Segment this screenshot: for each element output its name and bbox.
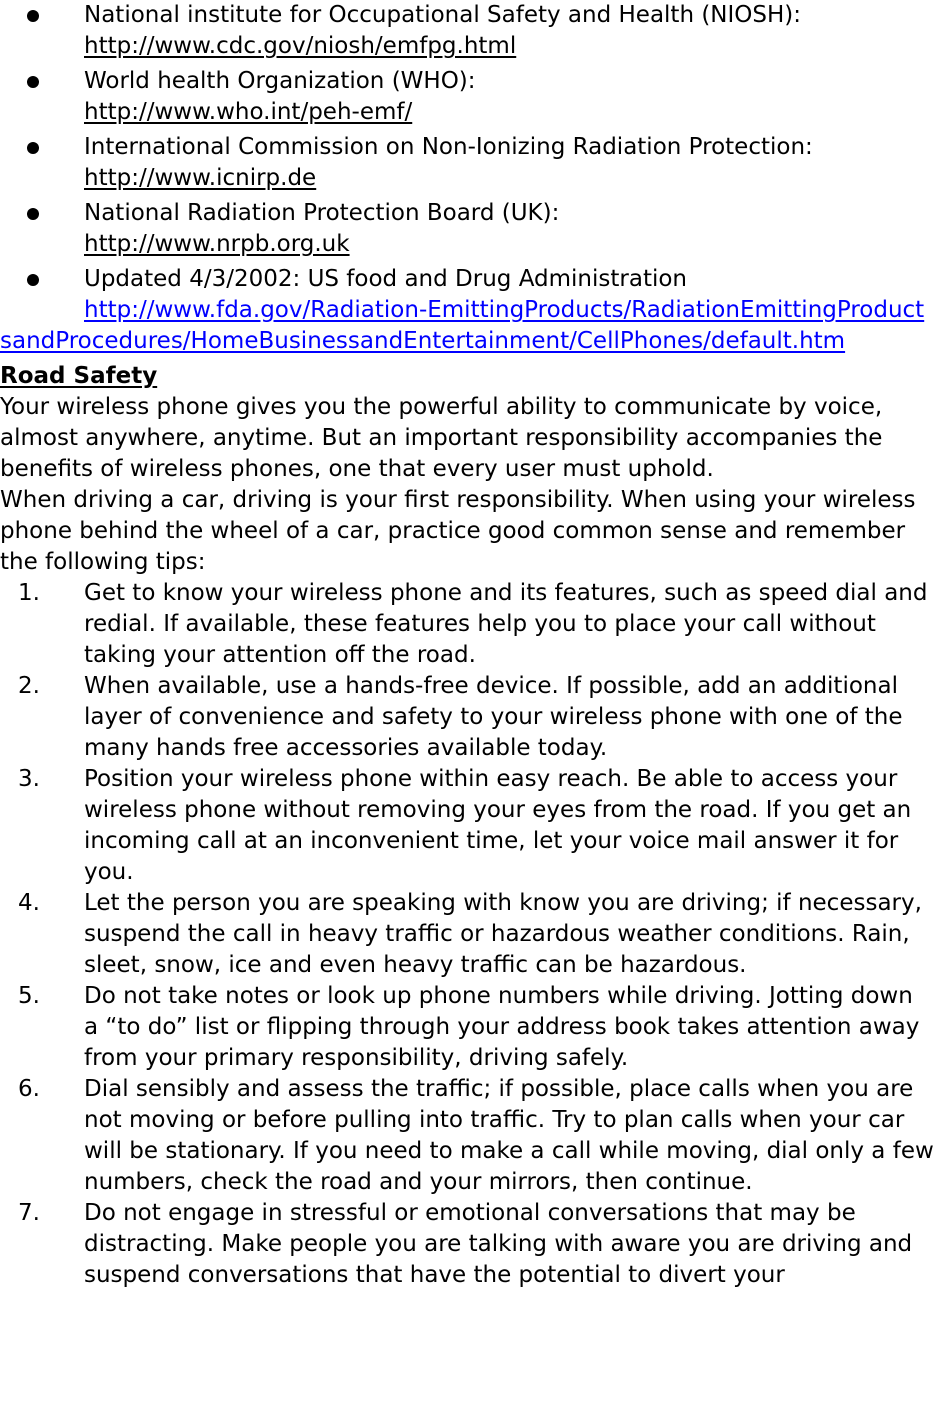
list-item-text: Get to know your wireless phone and its features, such as speed dial and redial. If available, these features help you to place your call without taking your attention off the road. [84,580,928,668]
list-item-text: Dial sensibly and assess the traffic; if possible, place calls when you are not moving or before pulling into traffic. Try to plan calls when your car will be stationary. If you need to make a call while moving, dial only a few numbers, check the road and your mirrors, then continue. [84,1076,934,1195]
bullet-icon [27,208,39,220]
reference-link[interactable]: http://www.nrpb.org.uk [84,231,350,257]
reference-item-niosh [0,0,934,62]
list-item [0,578,934,671]
list-item-text: Let the person you are speaking with know you are driving; if necessary, suspend the call in heavy traffic or hazardous weather conditions. Rain, sleet, snow, ice and even heavy traffic can be hazardous. [84,890,922,978]
reference-link[interactable]: http://www.icnirp.de [84,165,317,191]
tips-list [0,578,934,1291]
list-item-text: Position your wireless phone within easy reach. Be able to access your wireless phone without removing your eyes from the road. If you get an incoming call at an inconvenient time, let your voice mail answer it for you. [84,766,912,885]
reference-link[interactable]: http://www.who.int/peh-emf/ [84,99,413,125]
reference-link[interactable]: http://www.cdc.gov/niosh/emfpg.html [84,33,517,59]
reference-title: World health Organization (WHO): [84,68,476,94]
list-number: 5. [18,983,40,1009]
bullet-icon [27,274,39,286]
list-number: 1. [18,580,40,606]
reference-item-who [0,66,934,128]
list-number: 4. [18,890,40,916]
list-item [0,1198,934,1291]
list-item [0,1074,934,1198]
reference-title: National Radiation Protection Board (UK): [84,200,560,226]
list-number: 2. [18,673,40,699]
reference-list [0,0,934,357]
reference-title: National institute for Occupational Safety and Health (NIOSH): [84,2,802,28]
list-number: 3. [18,766,40,792]
bullet-icon [27,76,39,88]
reference-title: International Commission on Non-Ionizing Radiation Protection: [84,134,813,160]
reference-item-icnirp [0,132,934,194]
list-item [0,671,934,764]
bullet-icon [27,142,39,154]
paragraph-intro: Your wireless phone gives you the powerful ability to communicate by voice, almost anywhere, anytime. But an important responsibility accompanies the benefits of wireless phones, one that every user must uphold. [0,394,883,482]
list-item-text: When available, use a hands-free device. If possible, add an additional layer of convenience and safety to your wireless phone with one of the many hands free accessories available today. [84,673,903,761]
reference-item-nrpb [0,198,934,260]
list-item-text: Do not take notes or look up phone numbers while driving. Jotting down a “to do” list or flipping through your address book takes attention away from your primary responsibility, driving safely. [84,983,920,1071]
reference-title: Updated 4/3/2002: US food and Drug Administration [84,266,687,292]
list-item-text: Do not engage in stressful or emotional conversations that may be distracting. Make people you are talking with aware you are driving and suspend conversations that have the potential to divert your [84,1200,913,1288]
paragraph-driving: When driving a car, driving is your first responsibility. When using your wireless phone behind the wheel of a car, practice good common sense and remember the following tips: [0,487,916,575]
list-item [0,888,934,981]
bullet-icon [27,10,39,22]
list-item [0,764,934,888]
list-number: 7. [18,1200,40,1226]
list-item [0,981,934,1074]
section-heading-road-safety: Road Safety [0,363,158,389]
reference-link[interactable]: http://www.fda.gov/Radiation-EmittingProducts/RadiationEmittingProductsandProcedures/HomeBusinessandEntertainment/CellPhones/default.htm [0,297,925,354]
list-number: 6. [18,1076,40,1102]
reference-item-fda [0,264,934,357]
